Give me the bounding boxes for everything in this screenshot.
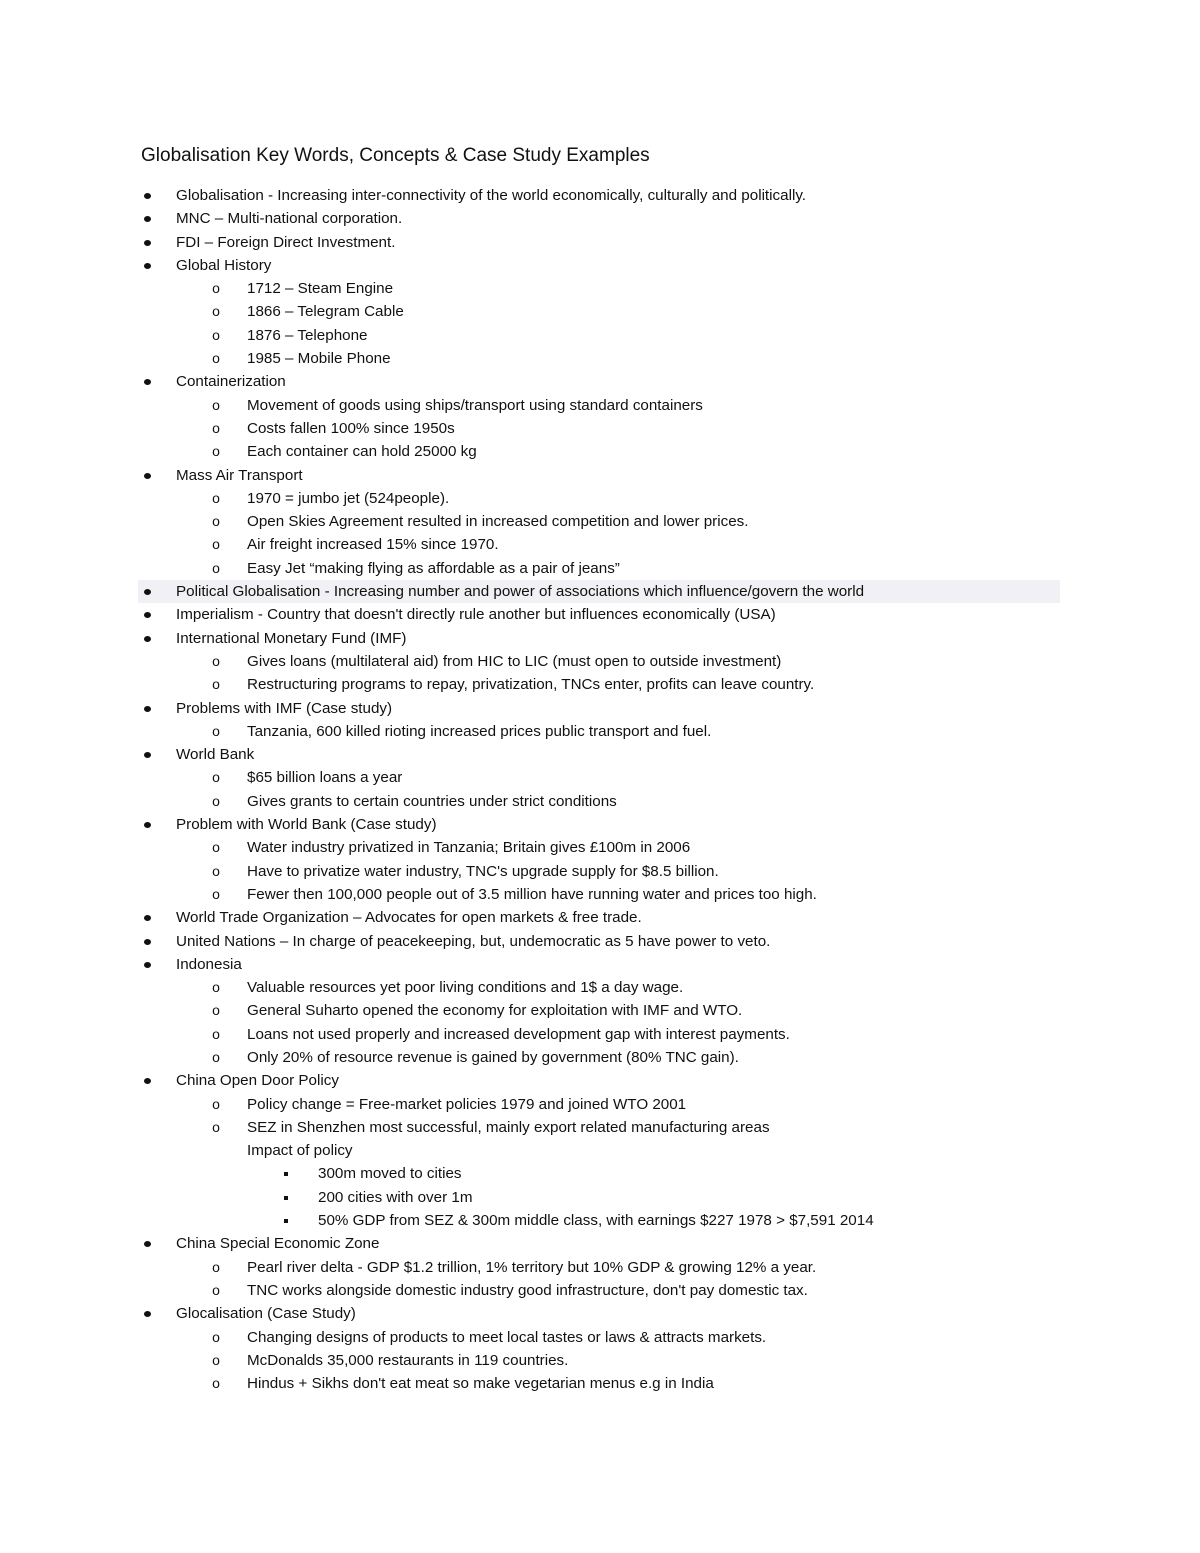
circle-bullet-icon: o <box>212 1258 220 1275</box>
list-item <box>0 533 1200 556</box>
list-item-text: McDonalds 35,000 restaurants in 119 countries. <box>247 1351 569 1369</box>
circle-bullet-icon: o <box>212 885 220 902</box>
list-item <box>0 790 1200 813</box>
list-item <box>0 813 1200 836</box>
list-item-text: Easy Jet “making flying as affordable as a pair of jeans” <box>247 559 620 577</box>
list-item <box>0 510 1200 533</box>
list-item-text: Open Skies Agreement resulted in increased competition and lower prices. <box>247 513 749 531</box>
list-item <box>0 231 1200 254</box>
circle-bullet-icon: o <box>212 676 220 693</box>
circle-bullet-icon: o <box>212 979 220 996</box>
list-item <box>0 1326 1200 1349</box>
list-item <box>0 883 1200 906</box>
list-item-text: Changing designs of products to meet local tastes or laws & attracts markets. <box>247 1328 767 1346</box>
circle-bullet-icon: o <box>212 1328 220 1345</box>
list-item-text: 1712 – Steam Engine <box>247 280 394 298</box>
list-item <box>0 1046 1200 1069</box>
circle-bullet-icon: o <box>212 1351 220 1368</box>
list-item-text: Gives grants to certain countries under strict conditions <box>247 792 617 810</box>
list-item-text: Fewer then 100,000 people out of 3.5 million have running water and prices too high. <box>247 885 817 903</box>
list-item-text: 300m moved to cities <box>318 1165 462 1183</box>
list-item <box>0 720 1200 743</box>
list-item-text: TNC works alongside domestic industry good infrastructure, don't pay domestic tax. <box>247 1281 808 1299</box>
list-item-text: 1985 – Mobile Phone <box>247 350 391 368</box>
list-item-text: Impact of policy <box>247 1142 353 1160</box>
circle-bullet-icon: o <box>212 419 220 436</box>
list-item <box>0 1232 1200 1255</box>
list-item-text: Problem with World Bank (Case study) <box>176 816 437 834</box>
list-item <box>0 1162 1200 1185</box>
list-item-text: Air freight increased 15% since 1970. <box>247 536 499 554</box>
list-item <box>0 1372 1200 1395</box>
list-item-text: Costs fallen 100% since 1950s <box>247 419 455 437</box>
list-item <box>0 1279 1200 1302</box>
list-item <box>0 1023 1200 1046</box>
list-item-text: Glocalisation (Case Study) <box>176 1305 356 1323</box>
list-item-text: United Nations – In charge of peacekeeping, but, undemocratic as 5 have power to veto. <box>176 932 771 950</box>
list-item-text: 1866 – Telegram Cable <box>247 303 404 321</box>
circle-bullet-icon: o <box>212 722 220 739</box>
list-item-text: Global History <box>176 256 272 274</box>
list-item-text: Valuable resources yet poor living conditions and 1$ a day wage. <box>247 979 684 997</box>
list-item <box>0 394 1200 417</box>
list-item <box>0 953 1200 976</box>
list-item-text: FDI – Foreign Direct Investment. <box>176 233 396 251</box>
list-item-text: Globalisation - Increasing inter-connectivity of the world economically, culturally and politically. <box>176 187 807 204</box>
list-item <box>0 1093 1200 1116</box>
list-item <box>0 673 1200 696</box>
list-item <box>0 627 1200 650</box>
list-item-text: Gives loans (multilateral aid) from HIC to LIC (must open to outside investment) <box>247 652 782 670</box>
circle-bullet-icon: o <box>212 1025 220 1042</box>
list-item-text: Tanzania, 600 killed rioting increased prices public transport and fuel. <box>247 722 712 740</box>
list-item-text: Each container can hold 25000 kg <box>247 443 477 461</box>
circle-bullet-icon: o <box>212 513 220 530</box>
list-item-text: Policy change = Free-market policies 1979 and joined WTO 2001 <box>247 1095 687 1113</box>
list-item <box>0 1302 1200 1325</box>
list-item-text: Indonesia <box>176 955 242 973</box>
list-item <box>0 347 1200 370</box>
list-item-text: World Trade Organization – Advocates for open markets & free trade. <box>176 909 642 927</box>
list-item-text: Imperialism - Country that doesn't directly rule another but influences economically (USA) <box>176 606 776 624</box>
list-item <box>0 1209 1200 1232</box>
list-item <box>0 766 1200 789</box>
list-item <box>0 650 1200 673</box>
list-item-text: 200 cities with over 1m <box>318 1188 473 1206</box>
list-item <box>0 1069 1200 1092</box>
list-item-text: 1876 – Telephone <box>247 326 368 344</box>
circle-bullet-icon: o <box>212 839 220 856</box>
list-item <box>0 487 1200 510</box>
list-item <box>0 603 1200 626</box>
circle-bullet-icon: o <box>212 326 220 343</box>
circle-bullet-icon: o <box>212 652 220 669</box>
circle-bullet-icon: o <box>212 1375 220 1392</box>
list-item-text: Pearl river delta - GDP $1.2 trillion, 1% territory but 10% GDP & growing 12% a year. <box>247 1258 817 1276</box>
circle-bullet-icon: o <box>212 1002 220 1019</box>
list-item <box>0 207 1200 230</box>
list-item-text: Problems with IMF (Case study) <box>176 699 393 717</box>
list-item <box>0 1139 1200 1162</box>
circle-bullet-icon: o <box>212 443 220 460</box>
list-item-text: Movement of goods using ships/transport using standard containers <box>247 396 703 414</box>
circle-bullet-icon: o <box>212 1281 220 1298</box>
circle-bullet-icon: o <box>212 1095 220 1112</box>
circle-bullet-icon: o <box>212 350 220 367</box>
list-item-text: International Monetary Fund (IMF) <box>176 629 407 647</box>
list-item-text: World Bank <box>176 746 255 764</box>
circle-bullet-icon: o <box>212 536 220 553</box>
circle-bullet-icon: o <box>212 303 220 320</box>
list-item <box>0 1349 1200 1372</box>
list-item <box>0 930 1200 953</box>
list-item <box>0 417 1200 440</box>
circle-bullet-icon: o <box>212 769 220 786</box>
circle-bullet-icon: o <box>212 489 220 506</box>
list-item <box>0 277 1200 300</box>
list-item <box>0 1186 1200 1209</box>
list-item-text: General Suharto opened the economy for exploitation with IMF and WTO. <box>247 1002 743 1020</box>
list-item <box>0 184 1200 207</box>
list-item-text: SEZ in Shenzhen most successful, mainly export related manufacturing areas <box>247 1118 770 1136</box>
list-item <box>0 999 1200 1022</box>
list-item <box>0 906 1200 929</box>
list-item-text: MNC – Multi-national corporation. <box>176 210 403 228</box>
list-item <box>0 976 1200 999</box>
list-item <box>0 557 1200 580</box>
list-item <box>0 254 1200 277</box>
list-item-text: Water industry privatized in Tanzania; Britain gives £100m in 2006 <box>247 839 691 857</box>
list-item <box>0 440 1200 463</box>
list-item <box>0 324 1200 347</box>
circle-bullet-icon: o <box>212 280 220 297</box>
list-item <box>0 860 1200 883</box>
list-item-text: Political Globalisation - Increasing number and power of associations which influence/govern the world <box>176 583 865 601</box>
list-item <box>0 1256 1200 1279</box>
list-item <box>138 580 1060 603</box>
list-item <box>0 300 1200 323</box>
list-item-text: Mass Air Transport <box>176 466 303 484</box>
list-item-text: Have to privatize water industry, TNC's upgrade supply for $8.5 billion. <box>247 862 719 880</box>
list-item-text: Containerization <box>176 373 286 391</box>
page-title: Globalisation Key Words, Concepts & Case Study Examples <box>141 145 650 166</box>
list-item <box>0 1116 1200 1139</box>
circle-bullet-icon: o <box>212 396 220 413</box>
circle-bullet-icon: o <box>212 1048 220 1065</box>
notes-list <box>0 184 1200 1395</box>
circle-bullet-icon: o <box>212 559 220 576</box>
list-item <box>0 370 1200 393</box>
list-item <box>0 836 1200 859</box>
list-item-text: Only 20% of resource revenue is gained by government (80% TNC gain). <box>247 1048 739 1066</box>
circle-bullet-icon: o <box>212 792 220 809</box>
list-item-text: China Special Economic Zone <box>176 1235 380 1253</box>
list-item-text: 1970 = jumbo jet (524people). <box>247 489 450 507</box>
list-item <box>0 743 1200 766</box>
list-item-text: Hindus + Sikhs don't eat meat so make vegetarian menus e.g in India <box>247 1375 714 1393</box>
list-item-text: $65 billion loans a year <box>247 769 403 787</box>
list-item-text: China Open Door Policy <box>176 1072 339 1090</box>
list-item <box>0 697 1200 720</box>
list-item <box>0 464 1200 487</box>
list-item-text: 50% GDP from SEZ & 300m middle class, with earnings $227 1978 > $7,591 2014 <box>318 1212 874 1230</box>
circle-bullet-icon: o <box>212 862 220 879</box>
list-item-text: Restructuring programs to repay, privatization, TNCs enter, profits can leave country. <box>247 676 815 694</box>
circle-bullet-icon: o <box>212 1118 220 1135</box>
list-item-text: Loans not used properly and increased development gap with interest payments. <box>247 1025 790 1043</box>
